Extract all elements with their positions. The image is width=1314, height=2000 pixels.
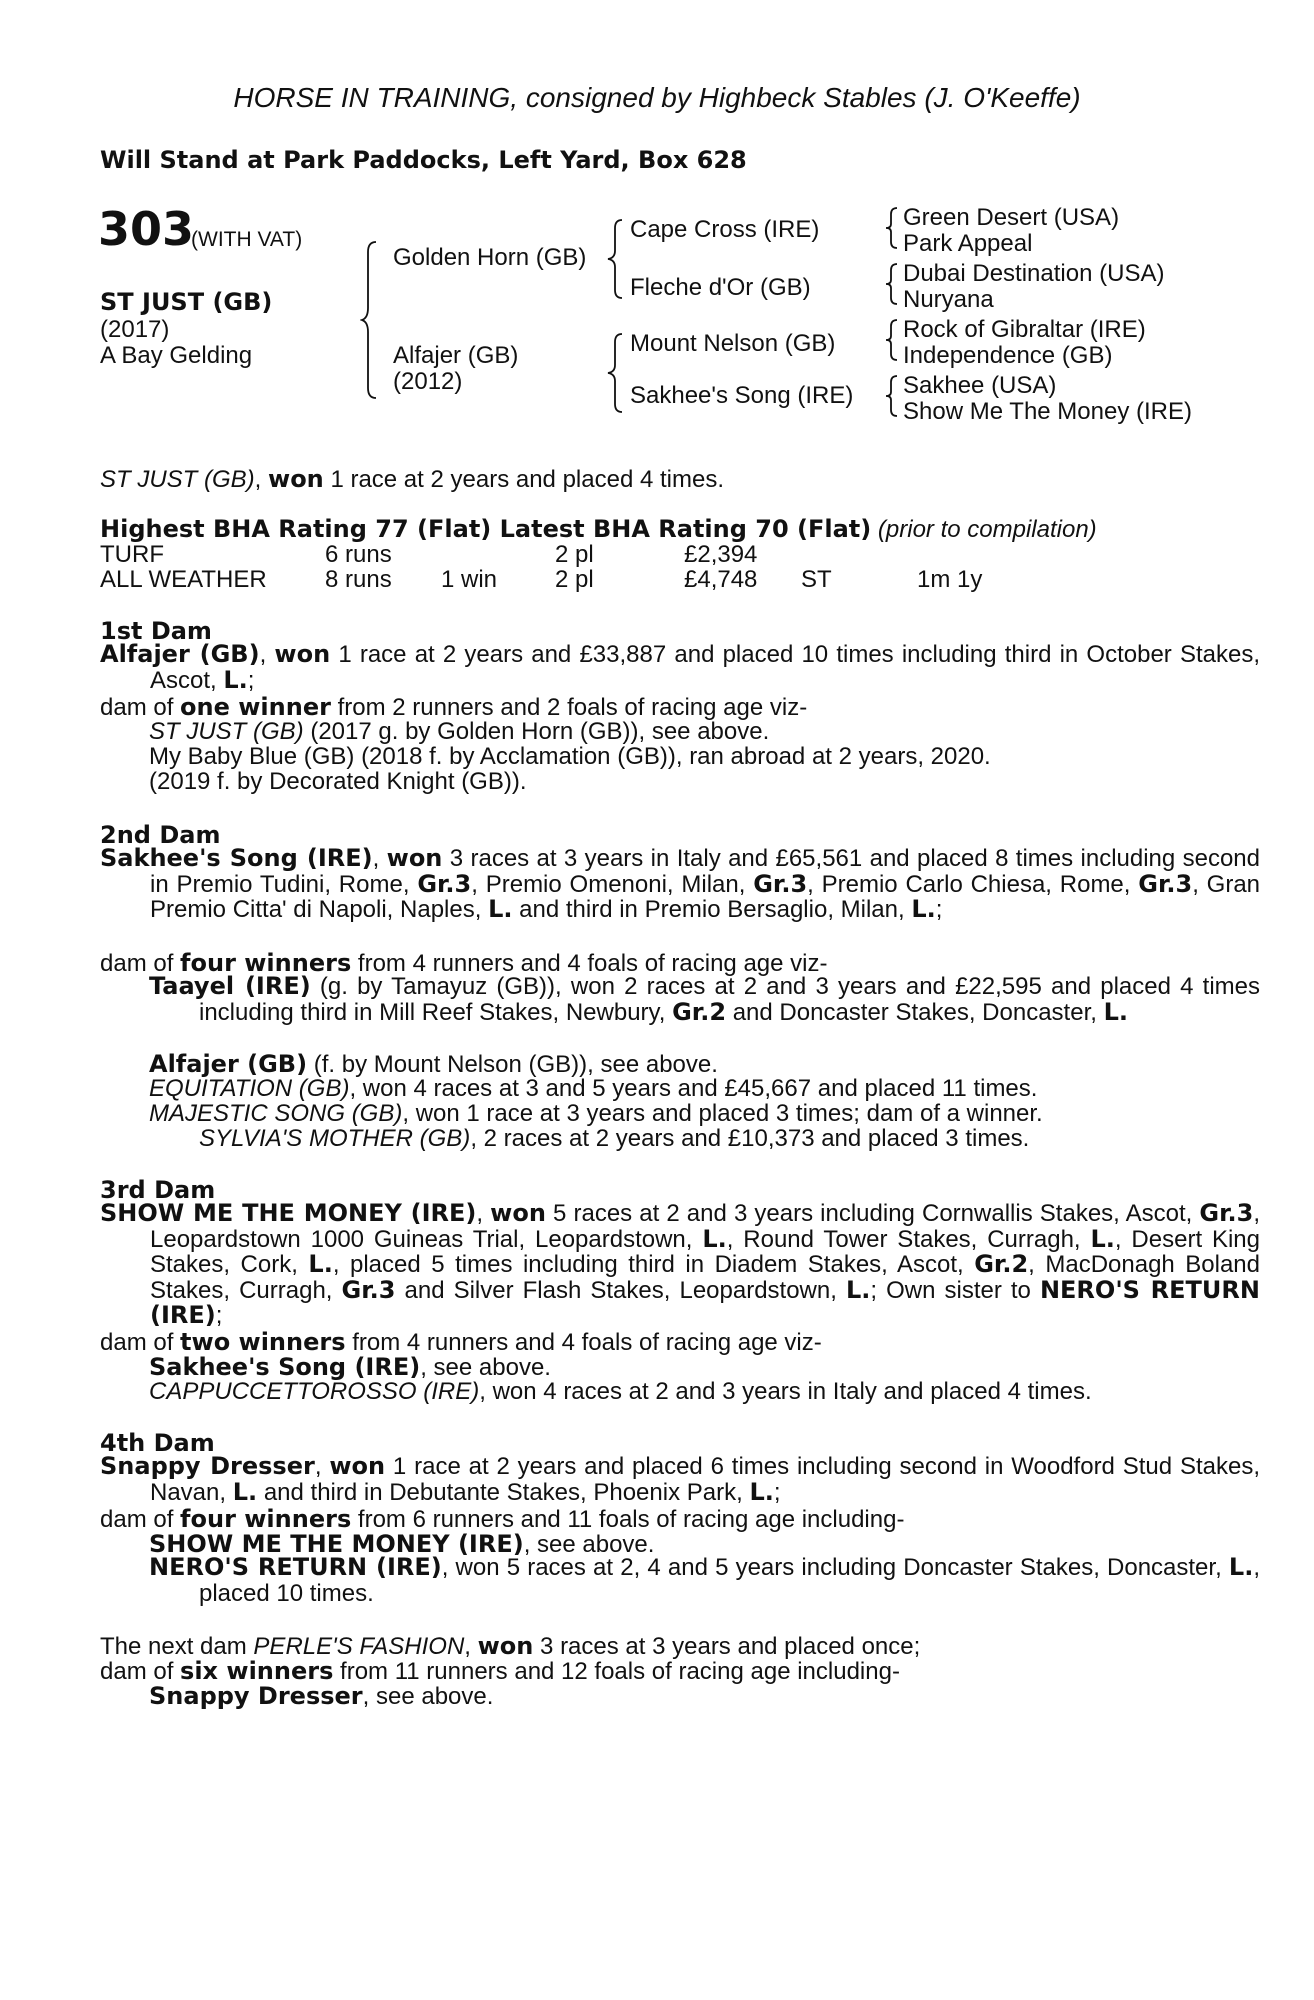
dam3-text: ; [215,1302,223,1329]
dam2-text: , Premio Omenoni, Milan, [471,870,746,898]
dam-of-count: one winner [180,693,331,721]
dam4-text: ; [773,1478,781,1506]
pedigree-brace-dam [606,332,626,414]
record-runs: 8 runs [325,566,392,593]
dam1-text: 1 race at 2 years and £33,887 and placed 10 times including third in October Stakes, Ascot, [150,641,1261,694]
catalogue-header: HORSE IN TRAINING, consigned by Highbeck Stables (J. O'Keeffe) [233,82,1081,113]
foal-text: , see above. [362,1683,494,1710]
foal-name: NERO'S RETURN (IRE) [149,1553,442,1581]
stand-location: Will Stand at Park Paddocks, Left Yard, Box 628 [100,146,747,174]
race-summary: ST JUST (GB), won 1 race at 2 years and placed 4 times. [100,465,724,493]
foal-text: , 2 races at 2 years and £10,373 and placed 3 times. [470,1125,1030,1152]
dam2-foal-majestic [149,1100,1043,1128]
pedigree-sire: Golden Horn (GB) [393,244,587,271]
dam1-foal: My Baby Blue (GB) (2018 f. by Acclamation (GB)), ran abroad at 2 years, 2020. [149,743,991,770]
record-placed: 2 pl [555,566,594,593]
dam-of-count: two winners [180,1328,346,1356]
foal-name: Taayel (IRE) [149,972,311,1000]
dam1-foal [149,718,769,746]
foal-name: SHOW ME THE MONEY (IRE) [149,1530,524,1558]
dam1-grade: L. [223,665,248,694]
dam3-record: SHOW ME THE MONEY (IRE), won 5 races at 2 and 3 years including Cornwallis Stakes, Ascot, Gr.3, Leopardstown 1000 Guineas Trial, Leopardstown, L., Round Tower Stakes, Curragh, L., Desert King Stakes, Cork, L., placed 5 times including third in Diadem Stakes, Ascot, Gr.2, MacDonagh Boland Stakes, Curragh, Gr.3 and Silver Flash Stakes, Leopardstown, L.; Own sister to NERO'S RETURN (IRE); [100,1199,1261,1329]
dam2-won: won [386,844,443,872]
record-distance: 1m 1y [917,566,983,593]
dam3-foal-cappuccettorosso [149,1378,1092,1406]
pedigree-brace-g3-3 [884,318,900,362]
grade: L. [232,1477,258,1506]
dam2-grandfoal-sylvia [199,1125,1029,1153]
vat-note: (WITH VAT) [191,228,303,251]
rating-note: (prior to compilation) [877,516,1097,543]
dam3-text: and Silver Flash Stakes, Leopardstown, [404,1276,837,1304]
dam2-text: 3 races at 3 years in Italy and £65,561 and placed 8 times including second in Premio Tudini, Rome, [150,845,1260,898]
dam-of-label: dam of [100,1658,174,1685]
next-dam-record: The next dam PERLE'S FASHION, won 3 races at 3 years and placed once; [100,1632,921,1660]
next-dam-foal [149,1682,493,1711]
pedigree-dam-sire: Mount Nelson (GB) [630,330,836,357]
record-code: ST [801,566,832,593]
dam2-record: Sakhee's Song (IRE), won 3 races at 3 years in Italy and £65,561 and placed 8 times including second in Premio Tudini, Rome, Gr.3, Premio Omenoni, Milan, Gr.3, Premio Carlo Chiesa, Rome, Gr.3, Gran Premio Citta' di Napoli, Naples, L. and third in Premio Bersaglio, Milan, L.; [100,844,1261,923]
record-surface: ALL WEATHER [100,566,267,593]
dam1-heading: 1st Dam [100,617,212,645]
dam-of-text: from 2 runners and 2 foals of racing age viz- [337,694,808,721]
dam2-text: , Premio Carlo Chiesa, Rome, [807,870,1131,898]
dam4-heading: 4th Dam [100,1429,215,1457]
foal-text: (g. by Tamayuz (GB)), won 2 races at 2 and 3 years and £22,595 and placed 4 times including third in Mill Reef Stakes, Newbury, [199,973,1261,1026]
pedigree-dam-year: (2012) [393,368,463,395]
dam4-text: 1 race at 2 years and placed 6 times including second in Woodford Stud Stakes, Navan, [150,1453,1260,1506]
pedigree-gen3-item: Independence (GB) [903,342,1113,369]
pedigree-dam-dam: Sakhee's Song (IRE) [630,382,854,409]
next-dam-name: PERLE'S FASHION [253,1633,465,1660]
grade: Gr.3 [417,869,472,898]
record-surface: TURF [100,541,164,568]
record-earnings: £4,748 [684,566,758,593]
dam-of-text: from 4 runners and 4 foals of racing age viz- [352,1329,822,1356]
grade: Gr.2 [974,1250,1029,1278]
foal-name: SYLVIA'S MOTHER (GB) [199,1125,471,1152]
record-earnings: £2,394 [684,541,758,568]
foal-text: (f. by Mount Nelson (GB)), see above. [313,1051,718,1078]
pedigree-gen3-item: Rock of Gibraltar (IRE) [903,316,1146,343]
dam2-foal-taayel [149,974,1260,1025]
foal-name: ST JUST (GB) [149,718,304,745]
dam3-text: , Leopardstown 1000 Guineas Trial, Leopardstown, [150,1200,1261,1253]
dam-of-text: from 11 runners and 12 foals of racing age including- [340,1658,900,1685]
dam2-text: and third in Premio Bersaglio, Milan, [519,896,905,923]
pedigree-gen3-item: Show Me The Money (IRE) [903,398,1192,425]
pedigree-gen3-item: Sakhee (USA) [903,372,1057,399]
dam-of-count: four winners [180,1505,352,1533]
dam1-end: ; [247,666,255,694]
dam2-text: , Gran Premio Citta' di Napoli, Naples, [150,870,1261,923]
grade: L. [1090,1224,1115,1253]
pedigree-sire-sire: Cape Cross (IRE) [630,216,820,243]
pedigree-dam: Alfajer (GB) [393,342,519,369]
foal-text: (2017 g. by Golden Horn (GB)), see above. [310,718,770,745]
next-dam-won: won [477,1632,534,1660]
next-dam-text: 3 races at 3 years and placed once; [540,1633,921,1660]
summary-won: won [268,465,324,493]
summary-name: ST JUST (GB) [100,466,255,493]
grade: L. [308,1250,333,1278]
horse-year: (2017) [100,316,170,343]
pedigree-gen3-item: Park Appeal [903,230,1033,257]
dam4-text: and third in Debutante Stakes, Phoenix Park, [263,1478,743,1506]
foal-name: EQUITATION (GB) [149,1075,350,1102]
pedigree-brace-g3-1 [884,206,900,250]
pedigree-brace-g3-2 [884,262,900,306]
foal-name: MAJESTIC SONG (GB) [149,1100,403,1127]
sister-name: NERO'S RETURN (IRE) [150,1275,1260,1329]
grade: Gr.3 [1138,869,1193,898]
dam4-name: Snappy Dresser [100,1452,315,1480]
dam1-record: Alfajer (GB), won 1 race at 2 years and £33,887 and placed 10 times including third in October Stakes, Ascot, L.; [100,640,1261,694]
foal-text: , won 4 races at 3 and 5 years and £45,667 and placed 11 times. [349,1075,1038,1102]
grade: Gr.3 [753,869,808,898]
foal-text: , won 1 race at 3 years and placed 3 times; dam of a winner. [402,1100,1043,1127]
dam3-text: ; Own sister to [870,1276,1031,1304]
foal-text: , won 5 races at 2, 4 and 5 years including Doncaster Stakes, Doncaster, [441,1554,1222,1581]
horse-description: A Bay Gelding [100,342,253,369]
dam3-text: , MacDonagh Boland Stakes, Curragh, [150,1251,1261,1304]
lot-number: 303 [98,202,195,256]
pedigree-sire-dam: Fleche d'Or (GB) [630,274,811,301]
grade: Gr.2 [672,997,727,1026]
foal-name: Snappy Dresser [149,1682,363,1710]
foal-name: CAPPUCCETTOROSSO (IRE) [149,1378,480,1405]
rating-text: Highest BHA Rating 77 (Flat) Latest BHA Rating 70 (Flat) [100,515,872,543]
grade: L. [702,1224,727,1253]
grade: Gr.3 [1199,1199,1254,1227]
record-wins: 1 win [441,566,498,593]
dam4-foal-neros-return [149,1555,1260,1606]
foal-name: Sakhee's Song (IRE) [149,1353,421,1381]
pedigree-brace-g3-4 [884,374,900,418]
dam3-won: won [490,1199,546,1227]
foal-text: and Doncaster Stakes, Doncaster, [732,998,1097,1026]
dam3-text: , Round Tower Stakes, Curragh, [726,1225,1081,1253]
record-runs: 6 runs [325,541,392,568]
grade: L. [749,1477,774,1506]
dam1-name: Alfajer (GB) [100,640,260,668]
dam-of-count: six winners [180,1657,334,1685]
dam4-won: won [329,1452,386,1480]
grade: Gr.3 [341,1275,396,1304]
dam1-won: won [274,640,331,668]
grade: L. [1103,997,1128,1026]
foal-text: , see above. [420,1354,551,1381]
pedigree-gen3-item: Green Desert (USA) [903,204,1120,231]
grade: L. [845,1275,871,1304]
dam-of-count: four winners [180,949,352,977]
dam-of-text: from 6 runners and 11 foals of racing age including- [357,1506,905,1533]
dam-of-label: dam of [100,694,174,721]
dam2-name: Sakhee's Song (IRE) [100,844,373,872]
foal-text: , see above. [523,1531,655,1558]
dam-of-label: dam of [100,1329,174,1356]
horse-name: ST JUST (GB) [100,288,273,316]
dam3-name: SHOW ME THE MONEY (IRE) [100,1199,477,1227]
dam1-foal: (2019 f. by Decorated Knight (GB)). [149,768,527,795]
foal-name: Alfajer (GB) [149,1050,308,1078]
dam3-text: , Desert King Stakes, Cork, [150,1225,1261,1278]
grade: L. [911,895,936,923]
bha-rating [100,515,1097,544]
dam2-text: ; [935,896,943,923]
pedigree-gen3-item: Dubai Destination (USA) [903,260,1165,287]
summary-text: 1 race at 2 years and placed 4 times. [330,466,724,493]
grade: L. [1228,1553,1254,1581]
next-dam-label: The next dam [100,1633,247,1660]
record-placed: 2 pl [555,541,594,568]
dam-of-label: dam of [100,950,174,977]
pedigree-brace-sire [606,218,626,300]
grade: L. [488,895,513,923]
dam3-heading: 3rd Dam [100,1176,216,1204]
dam-of-label: dam of [100,1506,174,1533]
pedigree-brace-gen1 [360,240,380,400]
foal-text: , won 4 races at 2 and 3 years in Italy and placed 4 times. [479,1378,1092,1405]
pedigree-gen3-item: Nuryana [903,286,994,313]
dam2-heading: 2nd Dam [100,821,221,849]
dam4-record: Snappy Dresser, won 1 race at 2 years and placed 6 times including second in Woodford Stud Stakes, Navan, L. and third in Debutante Stakes, Phoenix Park, L.; [100,1452,1260,1506]
dam2-foal-equitation [149,1075,1037,1103]
dam3-text: , placed 5 times including third in Diadem Stakes, Ascot, [332,1251,964,1278]
dam-of-text: from 4 runners and 4 foals of racing age viz- [357,950,828,977]
dam3-text: 5 races at 2 and 3 years including Cornwallis Stakes, Ascot, [553,1200,1193,1227]
foal-text: , placed 10 times. [199,1554,1260,1607]
